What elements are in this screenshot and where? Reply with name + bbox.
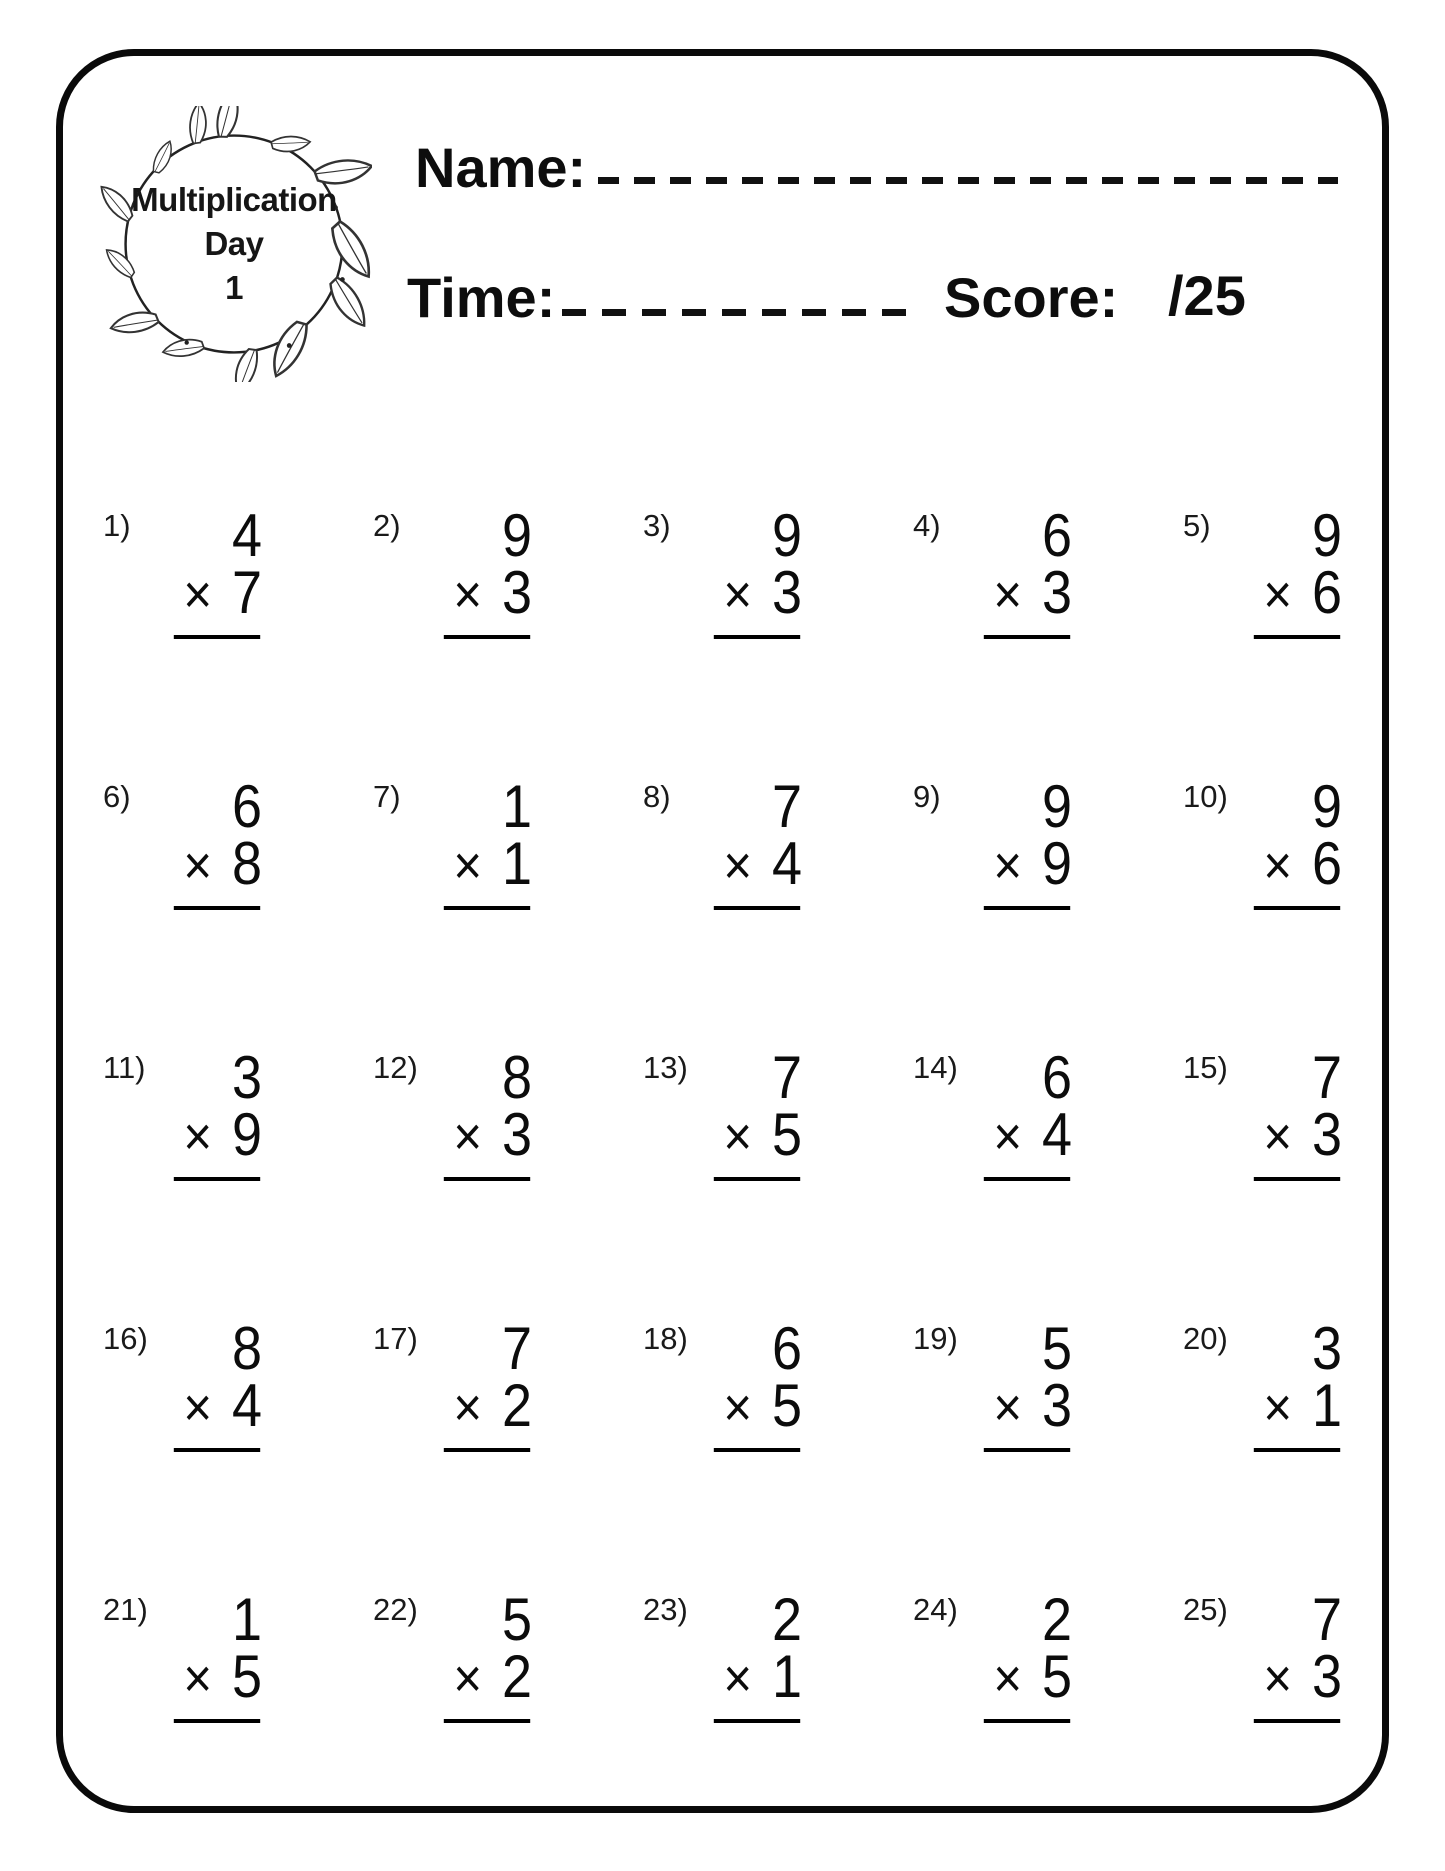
problem-number: 18) [643,1321,688,1356]
multiplier: 9 [231,1101,262,1168]
answer-line [1254,1177,1340,1181]
name-blank-line [598,177,1338,184]
multiplier: 6 [1311,559,1342,626]
problem-cell [373,771,643,1042]
problem-number: 12) [373,1050,418,1085]
multiplier: 6 [1311,830,1342,897]
problem-cell [643,1313,913,1584]
logo-number: 1 [225,269,243,306]
multiply-icon: × [723,1376,753,1438]
multiplier: 4 [231,1372,262,1439]
multiply-icon: × [1263,563,1293,625]
problem-number: 20) [1183,1321,1228,1356]
multiplier-row [910,1101,1072,1168]
problem-number: 7) [373,779,401,814]
multiply-icon: × [453,1647,483,1709]
multiplier: 7 [231,559,262,626]
problem [370,1586,532,1723]
problems-grid [103,500,1445,1855]
answer-line [984,635,1070,639]
name-label: Name: [415,136,587,199]
time-label: Time: [407,266,556,329]
problem [910,1044,1072,1181]
answer-line [1254,1448,1340,1452]
multiplier-row [910,1372,1072,1439]
multiply-icon: × [993,1105,1023,1167]
multiplicand: 9 [501,502,532,569]
problem [100,1315,262,1452]
multiplier-row [370,1643,532,1710]
problem-number: 24) [913,1592,958,1627]
answer-line [714,1448,800,1452]
multiplicand: 3 [1311,1315,1342,1382]
answer-line [984,1448,1070,1452]
multiplier: 5 [231,1643,262,1710]
multiplier: 3 [1311,1643,1342,1710]
problem-cell [373,500,643,771]
problem-number: 11) [103,1050,146,1085]
wreath-logo [96,106,372,382]
multiply-icon: × [453,1376,483,1438]
score-label: Score: [944,266,1119,329]
problem-number: 15) [1183,1050,1228,1085]
problem [370,1315,532,1452]
multiply-icon: × [723,834,753,896]
multiplicand: 5 [1041,1315,1072,1382]
answer-line [444,906,530,910]
answer-line [444,1448,530,1452]
answer-line [1254,1719,1340,1723]
multiply-icon: × [183,1647,213,1709]
answer-line [174,906,260,910]
problem-number: 8) [643,779,671,814]
multiply-icon: × [1263,1105,1293,1167]
multiply-icon: × [723,1105,753,1167]
multiplier-row [100,1643,262,1710]
multiply-icon: × [993,563,1023,625]
problem-cell [913,771,1183,1042]
problem-number: 5) [1183,508,1211,543]
problem-number: 2) [373,508,401,543]
multiply-icon: × [993,1647,1023,1709]
problem [370,773,532,910]
multiplier-row [640,830,802,897]
multiplier-row [910,1643,1072,1710]
multiplicand: 6 [1041,502,1072,569]
problem-cell [913,500,1183,771]
multiplicand: 2 [1041,1586,1072,1653]
multiplier-row [910,830,1072,897]
answer-line [984,906,1070,910]
multiplicand: 5 [501,1586,532,1653]
problem [910,773,1072,910]
problem-cell [373,1042,643,1313]
multiply-icon: × [183,563,213,625]
answer-line [1254,906,1340,910]
problem [640,1044,802,1181]
problem [640,1586,802,1723]
multiply-icon: × [183,834,213,896]
answer-line [174,1177,260,1181]
answer-line [174,1448,260,1452]
problem-cell [103,1042,373,1313]
multiplier-row [640,1643,802,1710]
multiplicand: 7 [501,1315,532,1382]
problem-cell [643,1042,913,1313]
multiplicand: 6 [771,1315,802,1382]
problem [1180,773,1342,910]
problem-cell [913,1042,1183,1313]
multiplicand: 4 [231,502,262,569]
multiplier: 2 [501,1372,532,1439]
multiplier: 1 [501,830,532,897]
multiply-icon: × [1263,1647,1293,1709]
multiply-icon: × [453,834,483,896]
answer-line [444,635,530,639]
problem [100,773,262,910]
multiply-icon: × [183,1376,213,1438]
multiplicand: 3 [231,1044,262,1111]
multiplier-row [640,1372,802,1439]
logo-title-block [96,106,372,382]
multiplier: 4 [771,830,802,897]
problem [370,1044,532,1181]
problem [100,1586,262,1723]
problem-number: 9) [913,779,941,814]
problem [1180,1315,1342,1452]
multiplier: 5 [771,1372,802,1439]
multiplicand: 8 [231,1315,262,1382]
problem-cell [643,771,913,1042]
problem-cell [1183,500,1445,771]
multiplier-row [1180,559,1342,626]
answer-line [174,635,260,639]
problem-cell [1183,771,1445,1042]
multiplier: 8 [231,830,262,897]
problem-number: 23) [643,1592,688,1627]
problem-number: 17) [373,1321,418,1356]
multiplier-row [370,559,532,626]
problem [100,1044,262,1181]
multiplier-row [1180,1101,1342,1168]
logo-subtitle: Day [204,225,264,262]
problem-cell [103,500,373,771]
multiplier-row [640,1101,802,1168]
problem-cell [913,1313,1183,1584]
multiplier: 5 [1041,1643,1072,1710]
problem-cell [373,1584,643,1855]
problem [370,502,532,639]
multiplier-row [370,830,532,897]
problem-number: 6) [103,779,131,814]
problem-number: 16) [103,1321,148,1356]
problem-number: 13) [643,1050,688,1085]
answer-line [444,1177,530,1181]
problem-cell [1183,1042,1445,1313]
multiplicand: 7 [771,773,802,840]
answer-line [714,906,800,910]
multiply-icon: × [1263,1376,1293,1438]
answer-line [714,635,800,639]
multiplicand: 7 [771,1044,802,1111]
multiplier-row [1180,830,1342,897]
answer-line [1254,635,1340,639]
multiplier: 9 [1041,830,1072,897]
multiplier: 4 [1041,1101,1072,1168]
problem-cell [373,1313,643,1584]
problem-cell [1183,1313,1445,1584]
multiplicand: 9 [771,502,802,569]
multiplicand: 7 [1311,1586,1342,1653]
answer-line [444,1719,530,1723]
problem [1180,502,1342,639]
multiply-icon: × [993,834,1023,896]
problem [640,773,802,910]
answer-line [174,1719,260,1723]
multiplier: 1 [1311,1372,1342,1439]
problem-number: 21) [103,1592,148,1627]
problem [1180,1586,1342,1723]
problem [100,502,262,639]
multiplier: 3 [1311,1101,1342,1168]
multiply-icon: × [453,563,483,625]
multiplicand: 6 [1041,1044,1072,1111]
multiply-icon: × [723,563,753,625]
problem-cell [103,771,373,1042]
multiplier-row [640,559,802,626]
multiplicand: 9 [1311,773,1342,840]
multiplicand: 9 [1041,773,1072,840]
problem [910,502,1072,639]
multiply-icon: × [183,1105,213,1167]
multiplier: 1 [771,1643,802,1710]
multiplicand: 1 [501,773,532,840]
multiplier: 3 [1041,1372,1072,1439]
problem-number: 25) [1183,1592,1228,1627]
problem-cell [103,1584,373,1855]
problem-cell [643,500,913,771]
multiply-icon: × [1263,834,1293,896]
multiply-icon: × [723,1647,753,1709]
answer-line [714,1719,800,1723]
multiply-icon: × [993,1376,1023,1438]
multiplier: 5 [771,1101,802,1168]
multiplier-row [100,1372,262,1439]
problem [910,1315,1072,1452]
problem-cell [103,1313,373,1584]
multiplicand: 7 [1311,1044,1342,1111]
multiplier-row [910,559,1072,626]
multiplier-row [370,1372,532,1439]
multiplier-row [370,1101,532,1168]
multiplicand: 8 [501,1044,532,1111]
problem-number: 10) [1183,779,1228,814]
score-value: /25 [1168,264,1246,327]
multiplicand: 9 [1311,502,1342,569]
answer-line [984,1177,1070,1181]
multiplier: 3 [501,559,532,626]
problem-number: 22) [373,1592,418,1627]
problem [640,1315,802,1452]
problem [910,1586,1072,1723]
answer-line [714,1177,800,1181]
logo-title: Multiplication [131,181,337,218]
multiplier: 2 [501,1643,532,1710]
problem [1180,1044,1342,1181]
problem [640,502,802,639]
problem-cell [1183,1584,1445,1855]
multiplier: 3 [771,559,802,626]
problem-cell [643,1584,913,1855]
problem-number: 1) [103,508,131,543]
problem-number: 14) [913,1050,958,1085]
multiplier: 3 [501,1101,532,1168]
multiplier-row [100,559,262,626]
problem-number: 19) [913,1321,958,1356]
multiplier-row [1180,1372,1342,1439]
multiplier-row [1180,1643,1342,1710]
answer-line [984,1719,1070,1723]
multiplicand: 1 [231,1586,262,1653]
multiplier-row [100,830,262,897]
problem-number: 4) [913,508,941,543]
problem-cell [913,1584,1183,1855]
multiplicand: 2 [771,1586,802,1653]
time-blank-line [562,309,914,316]
multiplicand: 6 [231,773,262,840]
multiplier-row [100,1101,262,1168]
problem-number: 3) [643,508,671,543]
multiplier: 3 [1041,559,1072,626]
multiply-icon: × [453,1105,483,1167]
